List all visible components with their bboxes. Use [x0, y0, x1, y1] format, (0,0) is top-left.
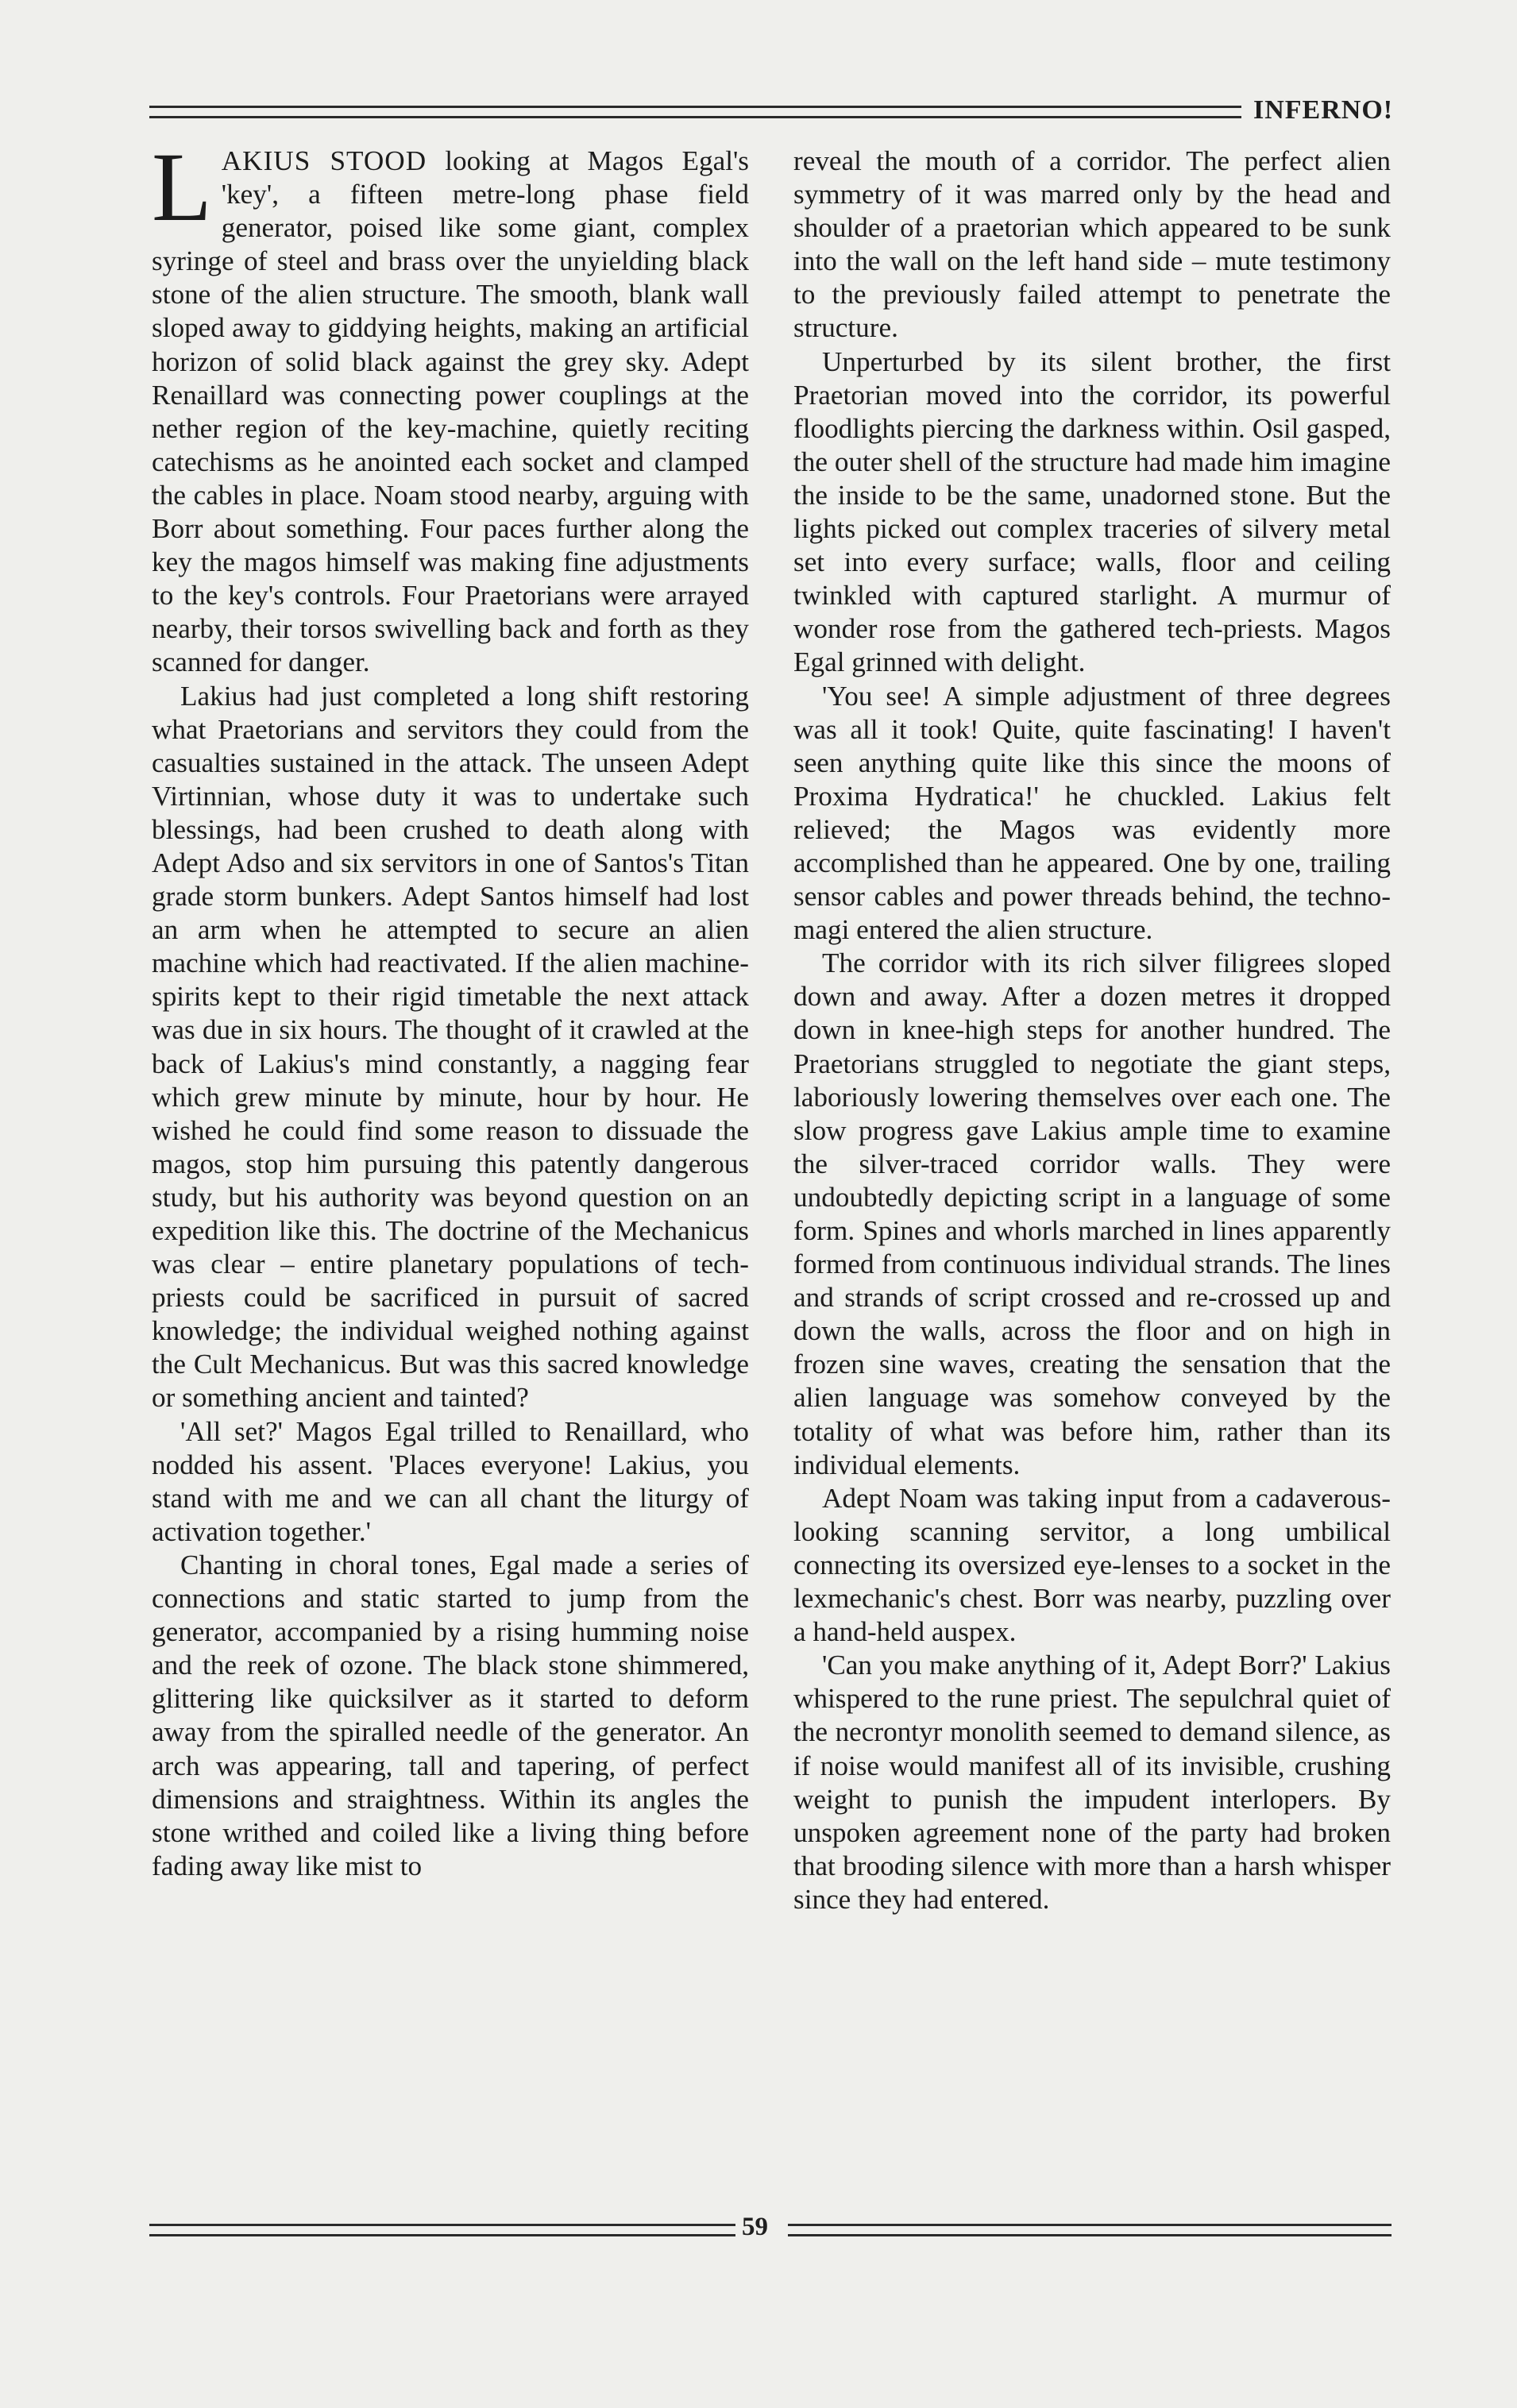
paragraph-6: Unperturbed by its silent brother, the first Praetorian moved into the corridor, its powerful floodlights piercing the darkness within. Osil gasped, the outer shell of the structure had made him imagine the inside to be the same, unadorned stone. But the lights picked out complex traceries of silvery metal set into every surface; walls, floor and ceiling twinkled with captured starlight. A murmur of wonder rose from the gathered tech-priests. Magos Egal grinned with delight. — [793, 345, 1391, 678]
footer-rule-left — [149, 2224, 735, 2236]
paragraph-8: The corridor with its rich silver filigrees sloped down and away. After a dozen metres it dropped down in knee-high steps for another hundred. The Praetorians struggled to negotiate the giant steps, laboriously lowering themselves over each one. The slow progress gave Lakius ample time to examine the silver-traced corridor walls. They were undoubtedly depicting script in a language of some form. Spines and whorls marched in lines apparently formed from continuous individual strands. The lines and strands of script crossed and re-crossed up and down the walls, across the floor and on high in frozen sine waves, creating the sensation that the alien language was somehow conveyed by the totality of what was before him, rather than its individual elements. — [793, 947, 1391, 1480]
paragraph-5: reveal the mouth of a corridor. The perfect alien symmetry of it was marred only by the head and shoulder of a praetorian which appeared to be sunk into the wall on the left hand side – mute testimony to the previously failed attempt to penetrate the structure. — [793, 145, 1391, 344]
paragraph-9: Adept Noam was taking input from a cadaverous-looking scanning servitor, a long umbilical connecting its oversized eye-lenses to a socket in the lexmechanic's chest. Borr was nearby, puzzling over a hand-held auspex. — [793, 1482, 1391, 1648]
paragraph-1-text: looking at Magos Egal's 'key', a fifteen metre-long phase field generator, poised like some giant, complex syringe of steel and brass over the unyielding black stone of the alien structure. The smooth, blank wall sloped away to giddying heights, making an artificial horizon of solid black against the grey sky. Adept Renaillard was connecting power couplings at the nether region of the key-machine, quietly reciting catechisms as he anointed each socket and clamped the cables in place. Noam stood nearby, arguing with Borr about something. Four paces further along the key the magos himself was making fine adjustments to the key's controls. Four Praetorians were arrayed nearby, their torsos swivelling back and forth as they scanned for danger. — [152, 145, 750, 678]
paragraph-4: Chanting in choral tones, Egal made a series of connections and static started to jump from the generator, accompanied by a rising humming noise and the reek of ozone. The black stone shimmered, glittering like quicksilver as it started to deform away from the spiralled needle of the generator. An arch was appearing, tall and tapering, of perfect dimensions and straightness. Within its angles the stone writhed and coiled like a living thing before fading away like mist to — [152, 1549, 749, 1881]
paragraph-7: 'You see! A simple adjustment of three degrees was all it took! Quite, quite fascinating! I haven't seen anything quite like this since the moons of Proxima Hydratica!' he chuckled. Lakius felt relieved; the Magos was evidently more accomplished than he appeared. One by one, trailing sensor cables and power threads behind, the techno-magi entered the alien structure. — [793, 680, 1391, 946]
running-head: INFERNO! — [1253, 95, 1394, 125]
paragraph-1 — [152, 133, 750, 680]
footer-rule-right — [788, 2224, 1392, 2236]
paragraph-10: 'Can you make anything of it, Adept Borr?' Lakius whispered to the rune priest. The sepulchral quiet of the necrontyr monolith seemed to demand silence, as if noise would manifest all of its invisible, crushing weight to punish the impudent interlopers. By unspoken agreement none of the party had broken that brooding silence with more than a harsh whisper since they had entered. — [793, 1650, 1391, 1915]
right-column — [793, 145, 1391, 1916]
left-column — [152, 133, 750, 1883]
paragraph-3: 'All set?' Magos Egal trilled to Renaillard, who nodded his assent. 'Places everyone! Lakius, you stand with me and we can all chant the liturgy of activation together.' — [152, 1415, 749, 1547]
lead-in-caps: AKIUS STOOD — [221, 145, 427, 176]
paragraph-2: Lakius had just completed a long shift restoring what Praetorians and servitors they could from the casualties sustained in the attack. The unseen Adept Virtinnian, whose duty it was to undertake such blessings, had been crushed to death along with Adept Adso and six servitors in one of Santos's Titan grade storm bunkers. Adept Santos himself had lost an arm when he attempted to secure an alien machine which had reactivated. If the alien machine-spirits kept to their rigid timetable the next attack was due in six hours. The thought of it crawled at the back of Lakius's mind constantly, a nagging fear which grew minute by minute, hour by hour. He wished he could find some reason to dissuade the magos, stop him pursuing this patently dangerous study, but his authority was beyond question on an expedition like this. The doctrine of the Mechanicus was clear – entire planetary populations of tech-priests could be sacrificed in pursuit of sacred knowledge; the individual weighed nothing against the Cult Mechanicus. But was this sacred knowledge or something ancient and tainted? — [152, 680, 749, 1414]
drop-cap: L — [152, 133, 212, 241]
header-rule — [149, 106, 1241, 118]
page-number: 59 — [742, 2213, 768, 2241]
